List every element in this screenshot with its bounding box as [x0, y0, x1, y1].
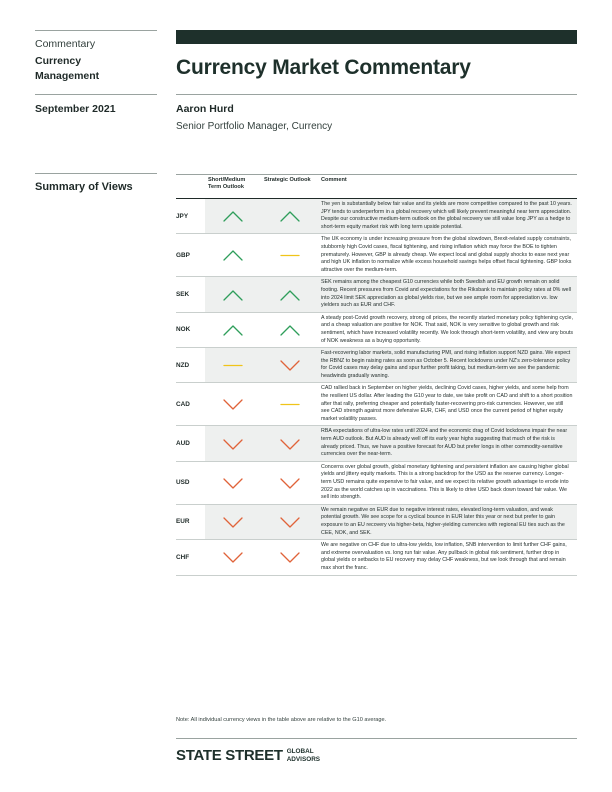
chevron-up-icon — [222, 323, 244, 337]
short-term-outlook-cell — [205, 234, 261, 277]
short-term-outlook-cell — [205, 426, 261, 461]
logo-sub-line2: ADVISORS — [286, 755, 321, 763]
chevron-up-icon — [279, 209, 301, 223]
currency-comment: RBA expectations of ultra-low rates until 2024 and the economic drag of Covid lockdowns impair the near term AUD outlook. But AUD is already well off its early year highs suggesting that much of the risk is already priced. Thus, we have a positive forecast for AUD but prefer longs in other commodity-sensitive currencies over the near-term. — [318, 426, 577, 461]
chevron-up-icon — [222, 248, 244, 262]
table-body — [176, 199, 577, 576]
strategic-outlook-cell — [261, 461, 318, 504]
strategic-outlook-cell — [261, 504, 318, 539]
page-title: Currency Market Commentary — [176, 56, 471, 79]
table-row — [176, 383, 577, 426]
table-note: Note: All individual currency views in the table above are relative to the G10 average. — [176, 717, 387, 723]
summary-views-table — [176, 174, 577, 576]
currency-comment: The UK economy is under increasing pressure from the global slowdown, Brexit-related supply constraints, stubbornly high Covid cases, fiscal tightening, and rising inflation which may force the BOE to tighten prematurely. However, GBP is already cheap. We expect local and global supply shocks to ease next year and high UK inflation to normalize while excess household savings helps offset fiscal tightening. GBP looks attractive over the medium-term. — [318, 234, 577, 277]
short-term-outlook-cell — [205, 540, 261, 575]
currency-code: GBP — [176, 234, 205, 277]
header-strategic: Strategic Outlook — [261, 175, 318, 199]
sidebar-top-rule — [35, 30, 157, 31]
strategic-outlook-cell — [261, 234, 318, 277]
logo-subtext — [287, 748, 320, 763]
kicker-label: Commentary — [35, 38, 96, 50]
short-term-outlook-cell — [205, 461, 261, 504]
currency-comment: The yen is substantially below fair value and its yields are more competitive compared to the past 10 years. JPY tends to underperform in a global recovery which will likely prevent meaningful near term appreciation. Despite our constructive medium-term outlook on the global recovery we still value long JPY as a hedge to short-term equity market risk with long term upside potential. — [318, 199, 577, 234]
currency-comment: Fast-recovering labor markets, solid manufacturing PMI, and rising inflation support NZD gains. We expect the RBNZ to begin raising rates as soon as October 5. Recent lockdowns under NZ's zero-tolerance policy for Covid cases may delay gains and spur further profit taking, but medium-term we see the pandemic headwinds gradually waning. — [318, 348, 577, 383]
neutral-dash-icon — [279, 397, 301, 411]
strategic-outlook-cell — [261, 540, 318, 575]
summary-of-views-heading: Summary of Views — [35, 181, 133, 193]
currency-comment: We are negative on CHF due to ultra-low yields, low inflation, SNB intervention to limit further CHF gains, and extreme overvaluation vs. long run fair value. Any pullback in global risk sentiment, further drop in global yields or setbacks to EU recovery may delay CHF weakness, but we look through that and remain max short the franc. — [318, 540, 577, 575]
short-term-outlook-cell — [205, 312, 261, 347]
sidebar-mid-rule — [35, 94, 157, 95]
chevron-up-icon — [222, 288, 244, 302]
currency-code: EUR — [176, 504, 205, 539]
currency-code: CHF — [176, 540, 205, 575]
chevron-down-icon — [222, 550, 244, 564]
chevron-up-icon — [279, 323, 301, 337]
currency-code: NZD — [176, 348, 205, 383]
sidebar-summary-rule — [35, 173, 157, 174]
table-header-row — [176, 175, 577, 199]
chevron-up-icon — [222, 209, 244, 223]
currency-code: USD — [176, 461, 205, 504]
state-street-logo — [176, 747, 320, 764]
currency-comment: CAD rallied back in September on higher yields, declining Covid cases, higher yields, and some help from the resilient US dollar. After leading the G10 year to date, we take profit on CAD and shift to a short position after that rally, preferring cheaper and potentially faster-recovering pro-risk currencies. However, we still see CAD strength against more defensive EUR, CHF, and USD once the current period of higher equity market volatility passes. — [318, 383, 577, 426]
currency-code: SEK — [176, 277, 205, 312]
short-term-outlook-cell — [205, 383, 261, 426]
table-row — [176, 461, 577, 504]
chevron-down-icon — [279, 476, 301, 490]
chevron-down-icon — [279, 437, 301, 451]
logo-wordmark: STATE STREET — [176, 747, 283, 764]
strategic-outlook-cell — [261, 277, 318, 312]
currency-comment: We remain negative on EUR due to negative interest rates, elevated long-term valuation, and weak potential growth. We see scope for a cyclical bounce in EUR later this year or next but prefer to gain exposure to an EU recovery via higher-beta, higher-yielding currencies with regional EU ties such as the CEE, NOK, and SEK. — [318, 504, 577, 539]
chevron-down-icon — [222, 397, 244, 411]
short-term-outlook-cell — [205, 199, 261, 234]
header-bar — [176, 30, 577, 44]
table-row — [176, 540, 577, 575]
strategic-outlook-cell — [261, 199, 318, 234]
currency-code: CAD — [176, 383, 205, 426]
table-row — [176, 426, 577, 461]
title-rule — [176, 94, 577, 95]
chevron-down-icon — [279, 358, 301, 372]
currency-code: AUD — [176, 426, 205, 461]
table-row — [176, 504, 577, 539]
chevron-down-icon — [279, 515, 301, 529]
currency-comment: A steady post-Covid growth recovery, strong oil prices, the recently started monetary policy tightening cycle, and a cheap valuation are positive for NOK. That said, NOK is very sensitive to global growth and risk sentiment, which have increased volatility recently. We look through short-term volatility, and view any bouts of NOK weakness as a buying opportunity. — [318, 312, 577, 347]
neutral-dash-icon — [279, 248, 301, 262]
chevron-down-icon — [279, 550, 301, 564]
table-row — [176, 348, 577, 383]
table-row — [176, 234, 577, 277]
header-currency — [176, 175, 205, 199]
header-comment: Comment — [318, 175, 577, 199]
chevron-down-icon — [222, 515, 244, 529]
chevron-up-icon — [279, 288, 301, 302]
header-short-term: Short/Medium Term Outlook — [205, 175, 261, 199]
table-row — [176, 312, 577, 347]
chevron-down-icon — [222, 476, 244, 490]
currency-comment: Concerns over global growth, global monetary tightening and persistent inflation are causing higher global yields and jittery equity markets. This is a strong backdrop for the USD as the reserve currency. Longer-term USD remains quite expensive to fair value, and we expect its relative growth advantage to erode into 2022 as the world catches up in vaccinations. This is likely to drive USD back down toward fair value. We sell into strength. — [318, 461, 577, 504]
strategic-outlook-cell — [261, 348, 318, 383]
section-name: Currency Management — [35, 55, 100, 82]
currency-code: NOK — [176, 312, 205, 347]
chevron-down-icon — [222, 437, 244, 451]
strategic-outlook-cell — [261, 426, 318, 461]
author-name: Aaron Hurd — [176, 103, 234, 115]
strategic-outlook-cell — [261, 312, 318, 347]
short-term-outlook-cell — [205, 504, 261, 539]
currency-comment: SEK remains among the cheapest G10 currencies while both Swedish and EU growth remain on solid footing. Recent pressures from Covid and expectations for the Riksbank to maintain policy rates at 0% well into 2024 limit SEK appreciation as global yields rise, but we see ample room for appreciation vs. low yielders such as EUR and CHF. — [318, 277, 577, 312]
short-term-outlook-cell — [205, 348, 261, 383]
short-term-outlook-cell — [205, 277, 261, 312]
footer-rule — [176, 738, 577, 739]
neutral-dash-icon — [222, 358, 244, 372]
publication-date: September 2021 — [35, 103, 116, 115]
logo-sub-line1: GLOBAL — [286, 748, 314, 756]
currency-code: JPY — [176, 199, 205, 234]
strategic-outlook-cell — [261, 383, 318, 426]
table-row — [176, 277, 577, 312]
table-row — [176, 199, 577, 234]
author-role: Senior Portfolio Manager, Currency — [176, 121, 333, 132]
